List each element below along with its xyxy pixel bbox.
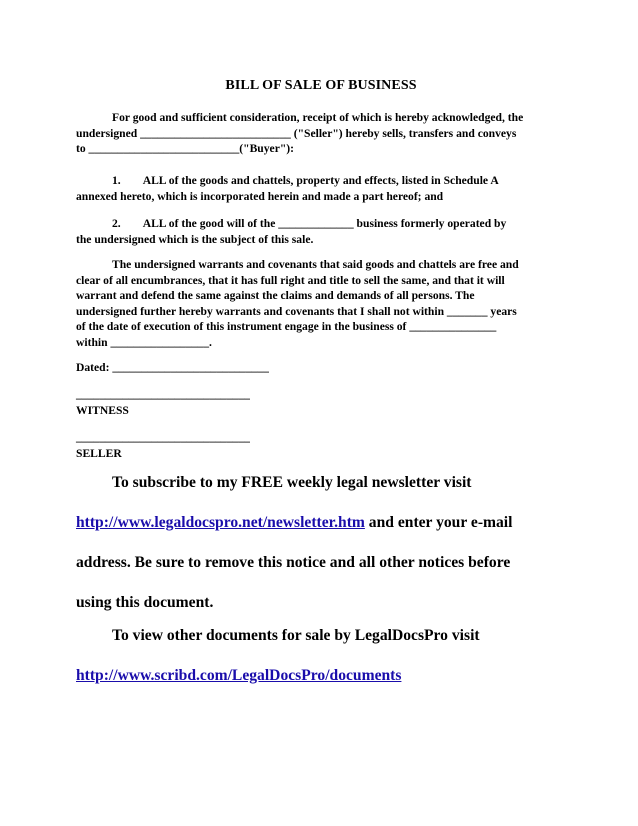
- intro-line-1: For good and sufficient consideration, receipt of which is hereby acknowledged, the: [112, 111, 524, 124]
- document-title: BILL OF SALE OF BUSINESS: [225, 78, 417, 93]
- dated-line: Dated: ___________________________: [76, 361, 269, 374]
- witness-signature-block: [76, 387, 566, 418]
- warranty-line-6: within _________________.: [76, 335, 212, 349]
- warranty-line-2: clear of all encumbrances, that it has full right and title to sell the same, and that it will: [76, 273, 505, 287]
- item-1-line-2: annexed hereto, which is incorporated herein and made a part hereof; and: [76, 189, 444, 203]
- notice-line-5: To view other documents for sale by LegalDocsPro visit: [112, 627, 480, 644]
- notice-line-2: http://www.legaldocspro.net/newsletter.htm and enter your e-mail: [76, 514, 513, 531]
- item-1-line-1: 1. ALL of the goods and chattels, property and effects, listed in Schedule A: [112, 174, 499, 187]
- item-2-line-1: 2. ALL of the good will of the _____________ business formerly operated by: [112, 217, 507, 230]
- notice-line-4: using this document.: [76, 594, 214, 611]
- seller-signature-rule: ______________________________: [76, 431, 250, 444]
- item-1-paragraph: [76, 173, 566, 204]
- notice-line-3: address. Be sure to remove this notice and all other notices before: [76, 554, 511, 571]
- item-2-line-2: the undersigned which is the subject of this sale.: [76, 232, 314, 246]
- warranty-line-5: of the date of execution of this instrument engage in the business of _______________: [76, 320, 497, 334]
- warranty-line-4: undersigned further hereby warrants and covenants that I shall not within _______ years: [76, 304, 517, 318]
- intro-line-3: to __________________________("Buyer"):: [76, 142, 294, 156]
- seller-label: SELLER: [76, 446, 122, 460]
- documents-link[interactable]: http://www.scribd.com/LegalDocsPro/documents: [76, 667, 402, 684]
- intro-line-2: undersigned __________________________ ("Seller") hereby sells, transfers and conveys: [76, 126, 517, 140]
- witness-label: WITNESS: [76, 403, 129, 417]
- item-2-paragraph: [76, 216, 566, 247]
- seller-signature-block: [76, 430, 566, 461]
- notice-line-6: [76, 667, 576, 685]
- notice-line-1: To subscribe to my FREE weekly legal newsletter visit: [112, 474, 472, 491]
- witness-signature-rule: ______________________________: [76, 388, 250, 401]
- warranty-paragraph: [76, 257, 566, 351]
- warranty-line-3: warrant and defend the same against the claims and demands of all persons. The: [76, 289, 475, 303]
- item-2-number: 2.: [112, 217, 121, 230]
- intro-paragraph: [76, 110, 566, 157]
- warranty-line-1: The undersigned warrants and covenants that said goods and chattels are free and: [112, 258, 519, 271]
- item-1-number: 1.: [112, 174, 121, 187]
- newsletter-link[interactable]: http://www.legaldocspro.net/newsletter.htm: [76, 514, 365, 531]
